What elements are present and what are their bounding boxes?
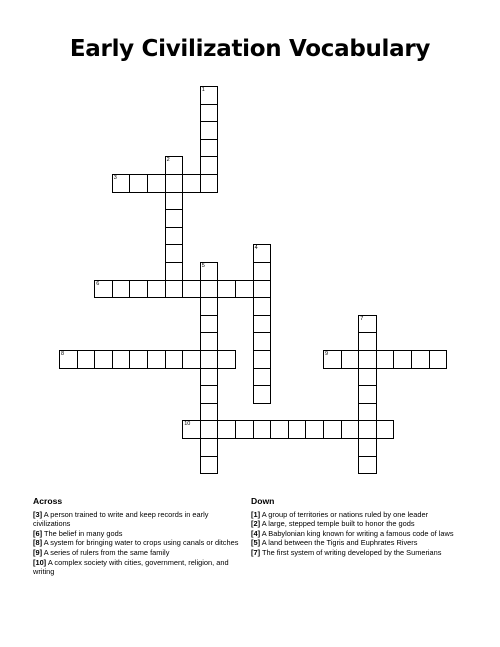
cell-number: 2 <box>166 157 170 164</box>
clue-down-5 <box>251 538 456 548</box>
crossword-cell[interactable] <box>358 350 377 369</box>
crossword-cell[interactable] <box>200 350 219 369</box>
cell-number: 10 <box>184 421 191 428</box>
cell-number: 7 <box>360 315 364 322</box>
crossword-cell[interactable] <box>411 350 430 369</box>
cell-number: 4 <box>254 245 258 252</box>
crossword-cell[interactable] <box>94 280 113 299</box>
crossword-cell[interactable] <box>182 174 201 193</box>
crossword-cell[interactable] <box>200 332 219 351</box>
down-heading: Down <box>251 496 275 506</box>
crossword-cell[interactable] <box>129 350 148 369</box>
crossword-cell[interactable] <box>165 174 184 193</box>
crossword-cell[interactable] <box>200 104 219 123</box>
crossword-cell[interactable] <box>217 420 236 439</box>
crossword-cell[interactable] <box>200 385 219 404</box>
crossword-cell[interactable] <box>112 280 131 299</box>
clue-down-4 <box>251 529 456 539</box>
crossword-cell[interactable] <box>358 438 377 457</box>
crossword-cell[interactable] <box>358 403 377 422</box>
crossword-cell[interactable] <box>200 174 219 193</box>
crossword-cell[interactable] <box>253 420 272 439</box>
crossword-cell[interactable] <box>358 420 377 439</box>
crossword-cell[interactable] <box>323 420 342 439</box>
crossword-cell[interactable] <box>270 420 289 439</box>
crossword-cell[interactable] <box>358 456 377 475</box>
crossword-cell[interactable] <box>253 280 272 299</box>
crossword-cell[interactable] <box>253 244 272 263</box>
crossword-cell[interactable] <box>94 350 113 369</box>
page-title: Early Civilization Vocabulary <box>69 36 431 62</box>
crossword-cell[interactable] <box>305 420 324 439</box>
crossword-cell[interactable] <box>165 262 184 281</box>
crossword-cell[interactable] <box>165 350 184 369</box>
clue-number: [9] <box>33 547 43 557</box>
crossword-cell[interactable] <box>200 297 219 316</box>
crossword-cell[interactable] <box>200 315 219 334</box>
cell-number: 9 <box>325 351 329 357</box>
crossword-cell[interactable] <box>165 280 184 299</box>
crossword-cell[interactable] <box>235 280 254 299</box>
clue-across-9 <box>33 548 243 558</box>
crossword-cell[interactable] <box>147 280 166 299</box>
crossword-cell[interactable] <box>200 139 219 158</box>
crossword-cell[interactable] <box>200 86 219 105</box>
clue-text: A series of rulers from the same family <box>43 547 170 557</box>
clue-across-6 <box>33 529 243 539</box>
crossword-cell[interactable] <box>341 350 360 369</box>
crossword-cell[interactable] <box>165 192 184 211</box>
crossword-cell[interactable] <box>182 350 201 369</box>
clue-text: A person trained to write and keep records in early civilizations <box>33 509 209 529</box>
clue-text: A land between the Tigris and Euphrates Rivers <box>261 538 418 548</box>
crossword-cell[interactable] <box>358 315 377 334</box>
crossword-cell[interactable] <box>253 385 272 404</box>
crossword-cell[interactable] <box>200 438 219 457</box>
cell-number: 5 <box>201 263 205 269</box>
crossword-cell[interactable] <box>77 350 96 369</box>
crossword-cell[interactable] <box>376 420 395 439</box>
clue-text: A group of territories or nations ruled by one leader <box>261 509 429 519</box>
crossword-cell[interactable] <box>59 350 78 369</box>
clue-text: A system for bringing water to crops using canals or ditches <box>43 538 239 548</box>
crossword-cell[interactable] <box>253 297 272 316</box>
crossword-cell[interactable] <box>235 420 254 439</box>
crossword-cell[interactable] <box>341 420 360 439</box>
crossword-cell[interactable] <box>200 280 219 299</box>
clue-down-2 <box>251 519 456 529</box>
crossword-cell[interactable] <box>253 332 272 351</box>
crossword-cell[interactable] <box>358 332 377 351</box>
crossword-cell[interactable] <box>200 420 219 439</box>
crossword-cell[interactable] <box>112 350 131 369</box>
clue-across-8 <box>33 538 243 548</box>
cell-number: 1 <box>201 87 205 93</box>
clue-text: The first system of writing developed by the Sumerians <box>261 547 442 557</box>
crossword-cell[interactable] <box>358 368 377 387</box>
clue-text: A large, stepped temple built to honor the gods <box>261 519 415 529</box>
clue-text: A Babylonian king known for writing a famous code of laws <box>261 528 454 538</box>
clue-number: [1] <box>251 509 261 519</box>
crossword-cell[interactable] <box>253 315 272 334</box>
crossword-cell[interactable] <box>200 156 219 175</box>
crossword-cell[interactable] <box>288 420 307 439</box>
crossword-cell[interactable] <box>253 350 272 369</box>
crossword-cell[interactable] <box>253 368 272 387</box>
clue-number: [7] <box>251 547 261 557</box>
crossword-cell[interactable] <box>217 280 236 299</box>
clue-across-10 <box>33 558 243 577</box>
crossword-cell[interactable] <box>393 350 412 369</box>
crossword-cell[interactable] <box>165 156 184 175</box>
clue-number: [4] <box>251 528 261 538</box>
clue-number: [10] <box>33 557 47 567</box>
crossword-cell[interactable] <box>165 244 184 263</box>
down-clues <box>251 497 456 558</box>
clue-down-7 <box>251 548 456 558</box>
crossword-cell[interactable] <box>200 262 219 281</box>
clue-number: [8] <box>33 538 43 548</box>
across-clues <box>33 497 243 577</box>
crossword-cell[interactable] <box>200 403 219 422</box>
clue-number: [3] <box>33 509 43 519</box>
crossword-cell[interactable] <box>129 174 148 193</box>
clue-text: A complex society with cities, government, religion, and writing <box>33 557 229 577</box>
clue-down-1 <box>251 510 456 520</box>
clue-text: The belief in many gods <box>43 528 123 538</box>
clue-across-3 <box>33 510 243 529</box>
crossword-cell[interactable] <box>182 280 201 299</box>
cell-number: 8 <box>61 351 65 357</box>
clue-number: [5] <box>251 538 261 548</box>
crossword-cell[interactable] <box>323 350 342 369</box>
clue-number: [6] <box>33 528 43 538</box>
crossword-cell[interactable] <box>165 209 184 228</box>
crossword-cell[interactable] <box>147 174 166 193</box>
cell-number: 3 <box>113 175 117 181</box>
crossword-cell[interactable] <box>200 456 219 475</box>
crossword-cell[interactable] <box>129 280 148 299</box>
crossword-cell[interactable] <box>376 350 395 369</box>
crossword-cell[interactable] <box>200 121 219 140</box>
crossword-cell[interactable] <box>165 227 184 246</box>
crossword-cell[interactable] <box>429 350 448 369</box>
cell-number: 6 <box>96 280 100 287</box>
crossword-cell[interactable] <box>358 385 377 404</box>
crossword-cell[interactable] <box>182 420 201 439</box>
crossword-cell[interactable] <box>253 262 272 281</box>
crossword-cell[interactable] <box>217 350 236 369</box>
clue-number: [2] <box>251 519 261 529</box>
crossword-cell[interactable] <box>112 174 131 193</box>
crossword-cell[interactable] <box>147 350 166 369</box>
across-heading: Across <box>33 496 63 506</box>
crossword-cell[interactable] <box>200 368 219 387</box>
